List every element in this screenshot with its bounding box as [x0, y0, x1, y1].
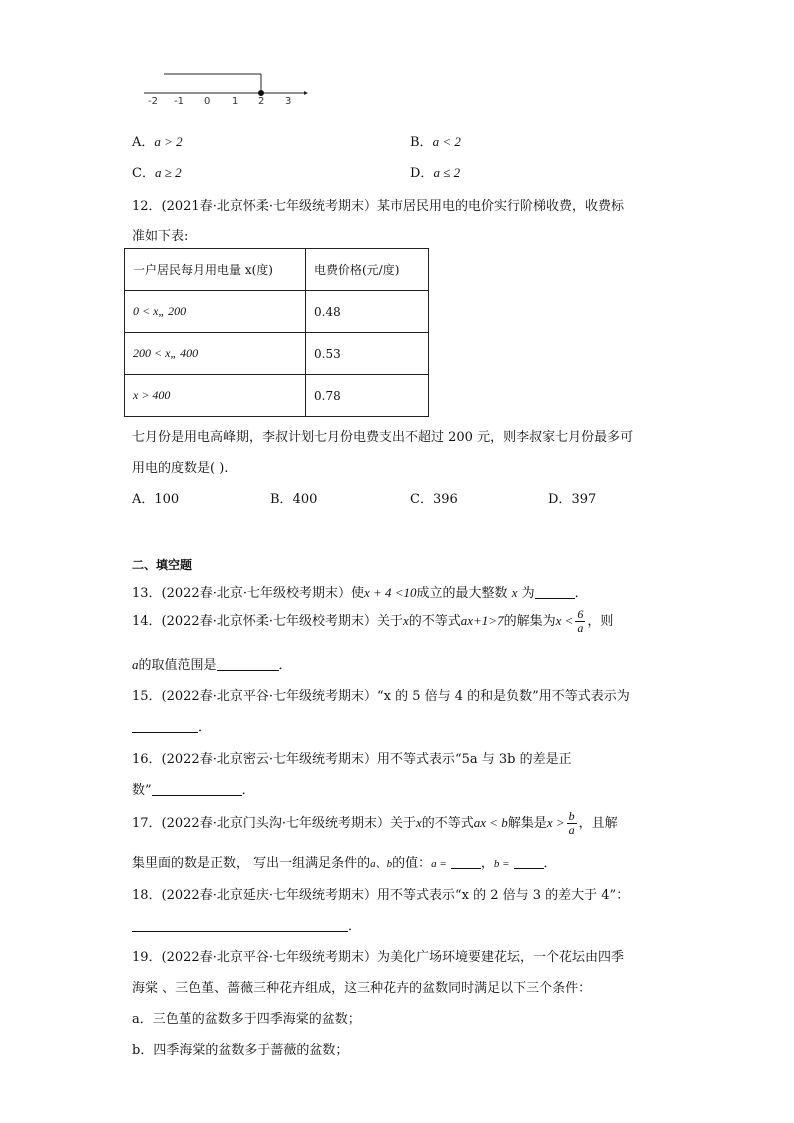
- table-cell: 0.53: [306, 333, 429, 375]
- q11-option-a[interactable]: [132, 131, 183, 150]
- q19-line1: 19．(2022春·北京平谷·七年级统考期末）为美化广场环境要建花坛，一个花坛由四季: [132, 950, 624, 965]
- q11-option-b[interactable]: [410, 131, 461, 150]
- q16-line2-text: 数”: [132, 783, 152, 798]
- q17-fraction: [567, 810, 577, 837]
- fraction-denominator: a: [577, 621, 584, 635]
- q14-ineq: ax+1>7: [460, 613, 504, 628]
- q12-after-line1: 七月份是用电高峰期，李叔计划七月份电费支出不超过 200 元，则李叔家七月份最多可: [132, 430, 634, 445]
- q17-a-blank[interactable]: [451, 854, 481, 869]
- fee-table: [124, 248, 429, 417]
- q14-line1: [132, 608, 613, 635]
- table-row: [125, 333, 429, 375]
- option-letter: A．: [132, 135, 155, 150]
- q15-line2: [132, 716, 211, 735]
- q18-line1: 18．(2022春·北京延庆·七年级统考期末）用不等式表示“x 的 2 倍与 3 的差大于 4”：: [132, 888, 630, 903]
- q15-line1: 15．(2022春·北京平谷·七年级统考期末）“x 的 5 倍与 4 的和是负数”用不等式表示为: [132, 689, 630, 704]
- q14-mid2: 的解集为: [503, 614, 556, 629]
- option-letter: D．: [410, 166, 434, 181]
- q13-expr: x + 4 <10: [363, 585, 417, 600]
- q17-mid: 的不等式: [421, 816, 474, 831]
- q13-prefix: 13．(2022春·北京·七年级校考期末）使: [132, 586, 364, 601]
- q17-mid2: 解集是: [507, 816, 547, 831]
- option-letter: B．: [410, 135, 433, 150]
- q14-end: ．: [278, 658, 292, 673]
- tick-label: -1: [174, 96, 184, 107]
- q14-sol-lhs: x <: [555, 613, 574, 628]
- option-expr: a ≤ 2: [433, 165, 461, 180]
- table-header-row: [125, 249, 429, 291]
- q18-line2: [132, 915, 361, 934]
- option-letter: C．: [410, 492, 433, 507]
- q11-option-c[interactable]: [132, 162, 182, 181]
- q16-line2: [132, 779, 255, 798]
- q14-line2: [132, 654, 292, 673]
- section-title: 二、填空题: [132, 558, 193, 572]
- q17-ineq: ax < b: [473, 815, 508, 830]
- option-value: 100: [154, 492, 180, 507]
- q17-prefix: 17．(2022春·北京门头沟·七年级统考期末）关于: [132, 816, 416, 831]
- option-expr: a < 2: [432, 134, 461, 149]
- q17-line1: [132, 810, 618, 837]
- q17-sol-lhs: x >: [546, 815, 565, 830]
- option-letter: C．: [132, 166, 155, 181]
- q12-stem-line2: 准如下表:: [132, 229, 189, 244]
- option-letter: A．: [132, 492, 155, 507]
- option-value: 396: [432, 492, 458, 507]
- table-cell: 0 < x„ 200: [125, 291, 306, 333]
- tick-label: 3: [285, 96, 292, 107]
- q13-var: x: [511, 585, 518, 600]
- q14-var: x: [402, 613, 409, 628]
- option-expr: a > 2: [154, 134, 183, 149]
- q13-suffix: 为: [521, 586, 535, 601]
- tick-label: -2: [148, 96, 158, 107]
- q19-condition-a: a．三色堇的盆数多于四季海棠的盆数；: [132, 1012, 361, 1027]
- q15-end: ．: [198, 720, 212, 735]
- q12-option-b[interactable]: [270, 488, 317, 507]
- table-header-cell: 一户居民每月用电量 x(度): [125, 249, 306, 291]
- q12-after-line2: 用电的度数是( ).: [132, 461, 229, 476]
- q15-answer-blank[interactable]: [132, 718, 198, 733]
- q14-line2-var: a: [132, 657, 139, 672]
- q18-end: ．: [348, 919, 362, 934]
- table-cell: 0.78: [306, 375, 429, 417]
- option-value: 397: [571, 492, 597, 507]
- q17-b-blank[interactable]: [514, 854, 544, 869]
- q14-line2-text: 的取值范围是: [138, 658, 217, 673]
- q12-option-a[interactable]: [132, 488, 179, 507]
- table-row: [125, 375, 429, 417]
- q13-line: [132, 582, 588, 601]
- q14-answer-blank[interactable]: [217, 656, 279, 671]
- table-cell: 0.48: [306, 291, 429, 333]
- tick-label: 2: [258, 96, 265, 107]
- q18-answer-blank[interactable]: [132, 917, 348, 932]
- q19-line2: 海棠 、三色堇、蔷薇三种花卉组成，这三种花卉的盆数同时满足以下三个条件：: [132, 981, 592, 996]
- q12-option-c[interactable]: [410, 488, 458, 507]
- q14-tail: ，则: [587, 614, 614, 629]
- q12-stem-line1: 12．(2021春·北京怀柔·七年级统考期末）某市居民用电的电价实行阶梯收费，收费标: [132, 199, 624, 214]
- q13-answer-blank[interactable]: [535, 584, 575, 599]
- q17-line2: [132, 852, 557, 871]
- q17-line2-text: 集里面的数是正数， 写出一组满足条件的: [132, 856, 371, 871]
- fraction-numerator: 6: [577, 607, 584, 621]
- table-row: [125, 291, 429, 333]
- q17-sep: ，: [480, 856, 494, 871]
- q17-end: ．: [543, 856, 557, 871]
- q19-condition-b: b．四季海棠的盆数多于蔷薇的盆数；: [132, 1043, 349, 1058]
- tick-label: 0: [204, 96, 211, 107]
- q16-end: ．: [241, 783, 255, 798]
- option-value: 400: [292, 492, 318, 507]
- q11-option-d[interactable]: [410, 162, 460, 181]
- q17-line2b: 的值：: [392, 856, 432, 871]
- table-cell: x > 400: [125, 375, 306, 417]
- table-cell: 200 < x„ 400: [125, 333, 306, 375]
- q14-mid: 的不等式: [408, 614, 461, 629]
- axis-arrow: [304, 91, 308, 95]
- q14-prefix: 14．(2022春·北京怀柔·七年级校考期末）关于: [132, 614, 403, 629]
- q17-ab: a、b: [370, 858, 393, 870]
- q17-b-eq: b =: [493, 858, 510, 870]
- option-expr: a ≥ 2: [154, 165, 182, 180]
- fraction-numerator: b: [568, 809, 575, 823]
- q13-mid: 成立的最大整数: [416, 586, 508, 601]
- number-line-figure: [140, 66, 315, 110]
- table-header-cell: 电费价格(元/度): [306, 249, 429, 291]
- option-letter: D．: [548, 492, 572, 507]
- q16-line1: 16．(2022春·北京密云·七年级统考期末）用不等式表示“5a 与 3b 的差是正: [132, 752, 572, 767]
- tick-label: 1: [232, 96, 239, 107]
- q12-option-d[interactable]: [548, 488, 596, 507]
- option-letter: B．: [270, 492, 293, 507]
- q17-var: x: [415, 815, 422, 830]
- q17-tail: ，且解: [578, 816, 618, 831]
- q17-a-eq: a =: [431, 858, 447, 870]
- q13-end: ．: [574, 586, 588, 601]
- q16-answer-blank[interactable]: [152, 781, 242, 796]
- q14-fraction: [575, 608, 585, 635]
- fraction-denominator: a: [568, 823, 575, 837]
